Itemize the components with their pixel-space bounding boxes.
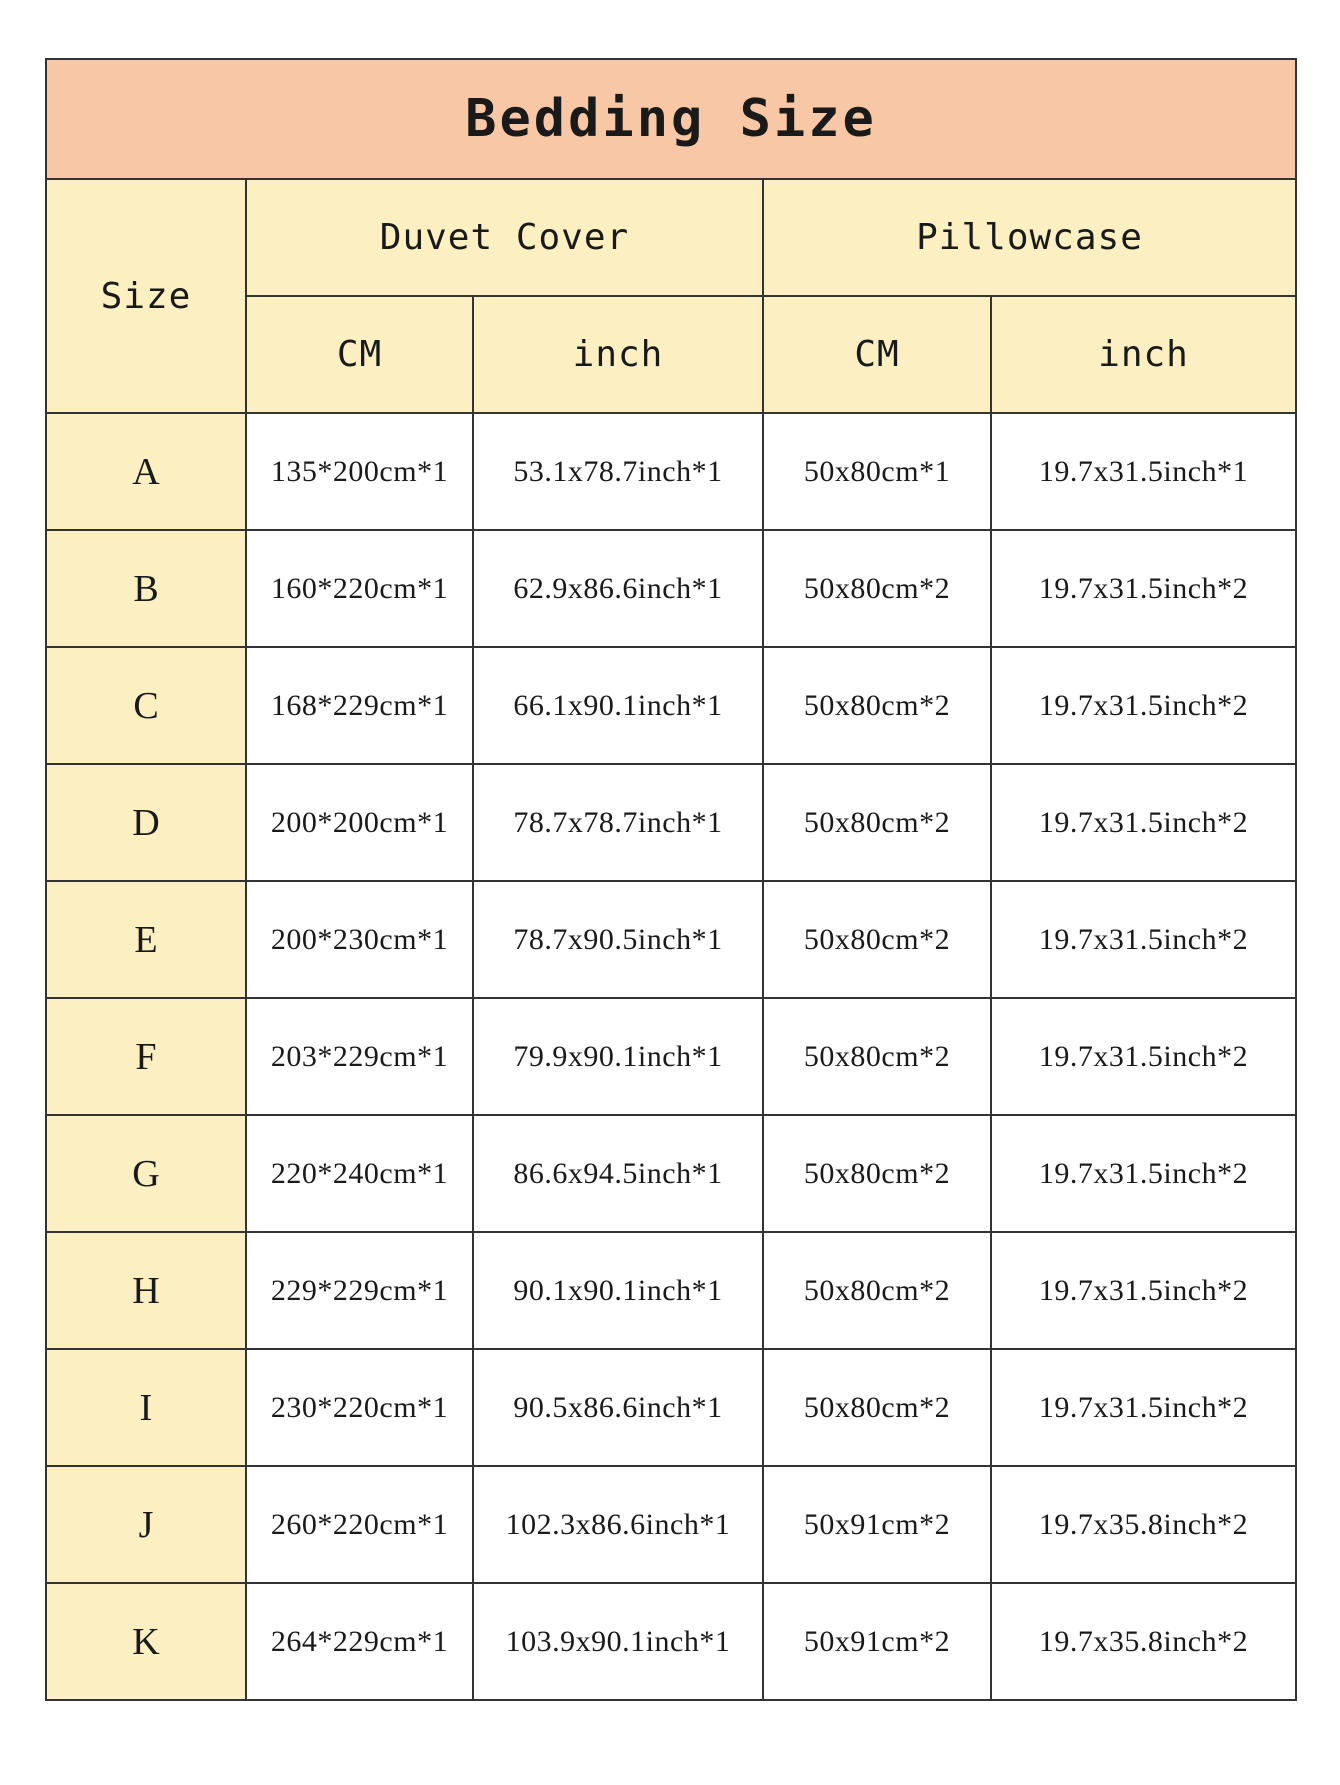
duvet-inch-value: 86.6x94.5inch*1 <box>473 1115 763 1232</box>
size-label: F <box>46 998 246 1115</box>
duvet-inch-value: 79.9x90.1inch*1 <box>473 998 763 1115</box>
pillow-inch-header: inch <box>991 296 1296 413</box>
duvet-inch-value: 102.3x86.6inch*1 <box>473 1466 763 1583</box>
pillow-inch-value: 19.7x31.5inch*2 <box>991 1349 1296 1466</box>
pillow-cm-value: 50x91cm*2 <box>763 1583 991 1700</box>
duvet-cm-value: 160*220cm*1 <box>246 530 473 647</box>
table-row <box>46 764 1296 881</box>
duvet-cm-value: 229*229cm*1 <box>246 1232 473 1349</box>
table-body <box>46 413 1296 1700</box>
pillow-cm-value: 50x80cm*2 <box>763 998 991 1115</box>
size-label: A <box>46 413 246 530</box>
pillow-inch-value: 19.7x31.5inch*2 <box>991 530 1296 647</box>
table-row <box>46 1115 1296 1232</box>
duvet-cm-value: 260*220cm*1 <box>246 1466 473 1583</box>
table-row <box>46 998 1296 1115</box>
duvet-cm-value: 220*240cm*1 <box>246 1115 473 1232</box>
table-row <box>46 1466 1296 1583</box>
size-label: C <box>46 647 246 764</box>
pillow-inch-value: 19.7x31.5inch*2 <box>991 1232 1296 1349</box>
pillow-cm-value: 50x80cm*2 <box>763 647 991 764</box>
bedding-size-table <box>45 58 1297 1701</box>
size-label: K <box>46 1583 246 1700</box>
pillow-cm-value: 50x91cm*2 <box>763 1466 991 1583</box>
pillow-inch-value: 19.7x31.5inch*2 <box>991 764 1296 881</box>
duvet-inch-value: 103.9x90.1inch*1 <box>473 1583 763 1700</box>
size-label: H <box>46 1232 246 1349</box>
table-row <box>46 1583 1296 1700</box>
duvet-inch-value: 66.1x90.1inch*1 <box>473 647 763 764</box>
pillow-inch-value: 19.7x31.5inch*2 <box>991 1115 1296 1232</box>
duvet-inch-value: 53.1x78.7inch*1 <box>473 413 763 530</box>
pillow-cm-header: CM <box>763 296 991 413</box>
pillow-cm-value: 50x80cm*1 <box>763 413 991 530</box>
pillow-cm-value: 50x80cm*2 <box>763 1232 991 1349</box>
duvet-inch-value: 78.7x78.7inch*1 <box>473 764 763 881</box>
pillow-inch-value: 19.7x31.5inch*2 <box>991 647 1296 764</box>
duvet-cm-value: 203*229cm*1 <box>246 998 473 1115</box>
table-row <box>46 530 1296 647</box>
pillow-cm-value: 50x80cm*2 <box>763 1115 991 1232</box>
duvet-cm-value: 200*230cm*1 <box>246 881 473 998</box>
table-row <box>46 1349 1296 1466</box>
duvet-inch-value: 62.9x86.6inch*1 <box>473 530 763 647</box>
pillow-inch-value: 19.7x31.5inch*2 <box>991 881 1296 998</box>
duvet-cm-header: CM <box>246 296 473 413</box>
pillow-inch-value: 19.7x35.8inch*2 <box>991 1466 1296 1583</box>
size-label: G <box>46 1115 246 1232</box>
pillow-cm-value: 50x80cm*2 <box>763 530 991 647</box>
table-row <box>46 1232 1296 1349</box>
table-row <box>46 881 1296 998</box>
pillow-cm-value: 50x80cm*2 <box>763 881 991 998</box>
duvet-cm-value: 230*220cm*1 <box>246 1349 473 1466</box>
duvet-cm-value: 264*229cm*1 <box>246 1583 473 1700</box>
pillow-inch-value: 19.7x31.5inch*1 <box>991 413 1296 530</box>
table-row <box>46 647 1296 764</box>
size-header: Size <box>46 179 246 413</box>
table-row <box>46 413 1296 530</box>
table-title: Bedding Size <box>46 59 1296 179</box>
pillowcase-header: Pillowcase <box>763 179 1296 296</box>
size-label: E <box>46 881 246 998</box>
duvet-inch-value: 90.5x86.6inch*1 <box>473 1349 763 1466</box>
pillow-cm-value: 50x80cm*2 <box>763 764 991 881</box>
size-label: B <box>46 530 246 647</box>
size-label: D <box>46 764 246 881</box>
duvet-inch-value: 90.1x90.1inch*1 <box>473 1232 763 1349</box>
duvet-cm-value: 135*200cm*1 <box>246 413 473 530</box>
size-label: I <box>46 1349 246 1466</box>
pillow-inch-value: 19.7x31.5inch*2 <box>991 998 1296 1115</box>
size-label: J <box>46 1466 246 1583</box>
duvet-inch-header: inch <box>473 296 763 413</box>
duvet-cm-value: 200*200cm*1 <box>246 764 473 881</box>
pillow-inch-value: 19.7x35.8inch*2 <box>991 1583 1296 1700</box>
pillow-cm-value: 50x80cm*2 <box>763 1349 991 1466</box>
duvet-cover-header: Duvet Cover <box>246 179 763 296</box>
duvet-inch-value: 78.7x90.5inch*1 <box>473 881 763 998</box>
duvet-cm-value: 168*229cm*1 <box>246 647 473 764</box>
